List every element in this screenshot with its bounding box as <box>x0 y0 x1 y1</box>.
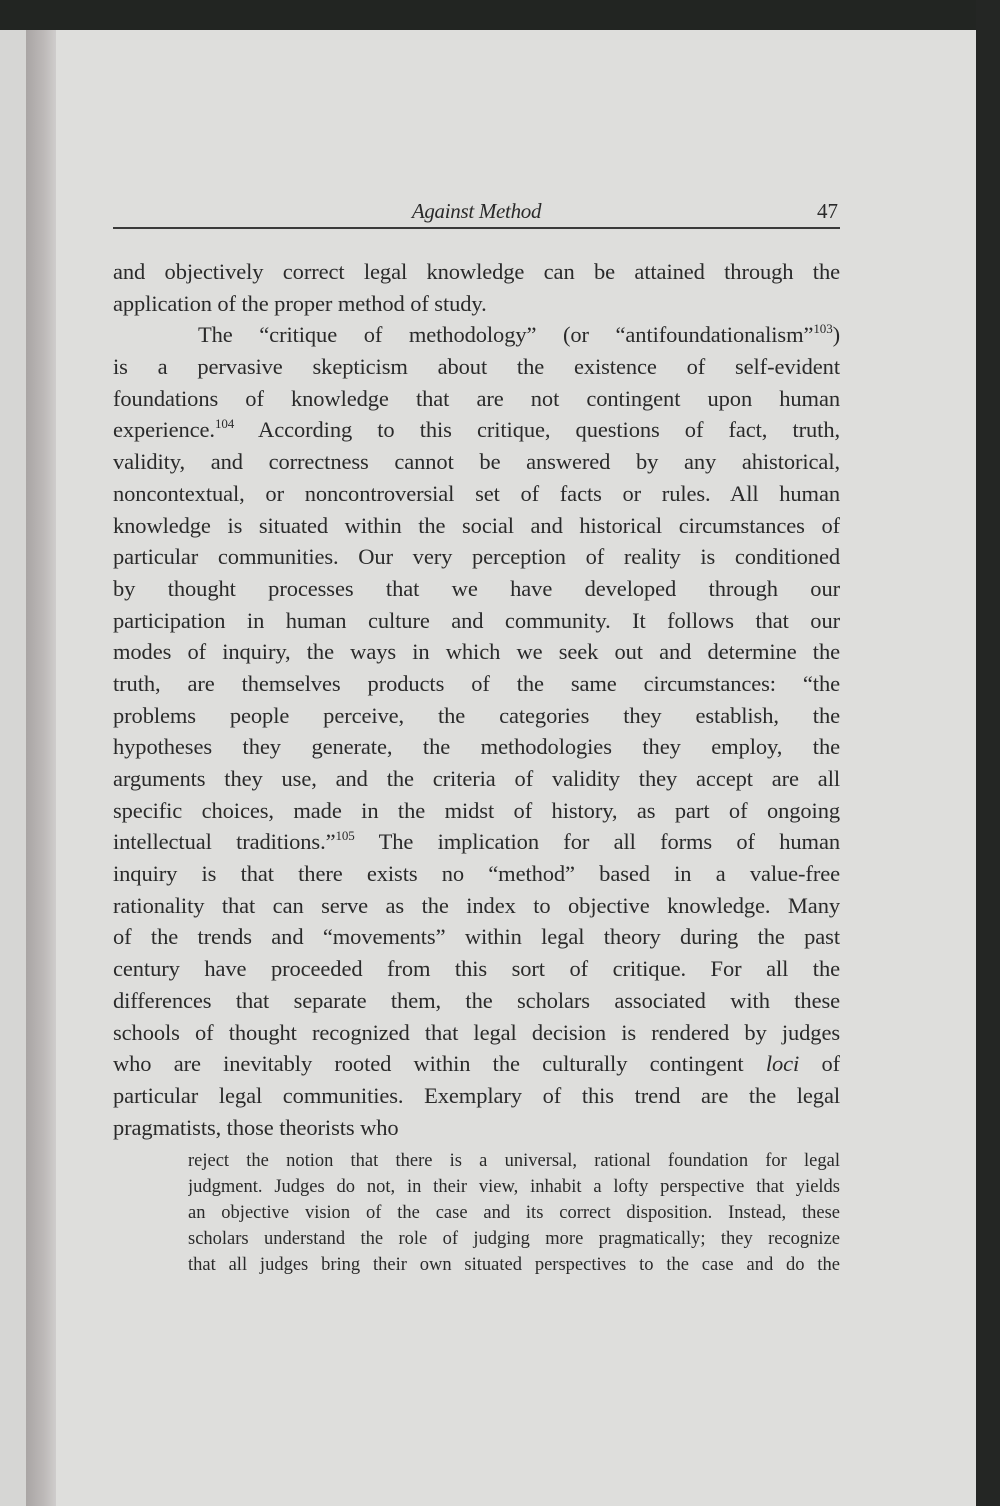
quote-line: an objective vision of the case and its correct disposition. Instead, these <box>188 1203 840 1223</box>
text-run: foundations of knowledge that are not contingent upon human <box>113 385 840 411</box>
text-line <box>113 668 840 700</box>
text-line <box>113 636 840 668</box>
text-line <box>113 953 840 985</box>
text-line <box>113 605 840 637</box>
text-run: The implication for all forms of human <box>354 829 840 855</box>
footnote-reference: 104 <box>214 416 235 432</box>
text-run: pragmatists, those theorists who <box>113 1114 399 1140</box>
text-line <box>113 985 840 1017</box>
text-line <box>113 319 840 351</box>
text-line <box>113 541 840 573</box>
text-line <box>113 858 840 890</box>
text-line <box>113 826 840 858</box>
text-run: hypotheses they generate, the methodologies they employ, the <box>113 734 840 760</box>
scanner-background-right <box>976 0 1000 1506</box>
text-run: of the trends and “movements” within legal theory during the past <box>113 924 840 950</box>
text-run: problems people perceive, the categories they establish, the <box>113 702 840 728</box>
text-run: modes of inquiry, the ways in which we seek out and determine the <box>113 639 840 665</box>
text-run: truth, are themselves products of the same circumstances: “the <box>113 670 840 696</box>
text-run: noncontextual, or noncontroversial set of facts or rules. All human <box>113 480 840 506</box>
text-run: particular legal communities. Exemplary of this trend are the legal <box>113 1082 840 1108</box>
text-run: century have proceeded from this sort of critique. For all the <box>113 956 840 982</box>
text-run: rationality that can serve as the index to objective knowledge. Many <box>113 892 840 918</box>
quote-line: reject the notion that there is a universal, rational foundation for legal <box>188 1151 840 1171</box>
text-line <box>113 1017 840 1049</box>
text-line <box>113 1112 840 1144</box>
text-run: knowledge is situated within the social and historical circumstances of <box>113 512 840 538</box>
text-run: According to this critique, questions of fact, truth, <box>234 417 840 443</box>
text-line <box>113 446 840 478</box>
running-header <box>113 197 840 229</box>
quote-line: scholars understand the role of judging more pragmatically; they recognize <box>188 1229 840 1249</box>
facing-page-edge <box>0 30 26 1506</box>
text-run: differences that separate them, the scholars associated with these <box>113 987 840 1013</box>
text-run: is a pervasive skepticism about the existence of self-evident <box>113 354 840 380</box>
text-line <box>113 890 840 922</box>
text-line <box>113 1080 840 1112</box>
text-line <box>113 763 840 795</box>
text-run: inquiry is that there exists no “method” based in a value-free <box>113 861 840 887</box>
text-run: of <box>799 1051 840 1077</box>
quote-line: judgment. Judges do not, in their view, inhabit a lofty perspective that yields <box>188 1177 840 1197</box>
text-line <box>113 700 840 732</box>
page-number: 47 <box>817 199 838 223</box>
footnote-reference: 103 <box>813 321 833 337</box>
text-run: and objectively correct legal knowledge can be attained through the <box>113 259 840 284</box>
running-title: Against Method <box>411 199 542 223</box>
text-run: The “critique of methodology” (or “antifoundationalism” <box>198 322 814 348</box>
block-quote <box>188 1148 840 1278</box>
footnote-reference: 105 <box>335 828 355 844</box>
text-run: particular communities. Our very perception of reality is conditioned <box>113 544 840 570</box>
text-line <box>113 351 840 383</box>
text-line <box>113 921 840 953</box>
text-line <box>113 795 840 827</box>
text-line <box>113 510 840 542</box>
text-line <box>113 731 840 763</box>
text-run: validity, and correctness cannot be answered by any ahistorical, <box>113 449 840 475</box>
quote-line: that all judges bring their own situated perspectives to the case and do the <box>188 1255 840 1275</box>
text-run: intellectual traditions.” <box>113 829 336 855</box>
text-run: experience. <box>113 417 215 443</box>
text-line <box>113 478 840 510</box>
body-text <box>113 256 840 1143</box>
text-run: application of the proper method of study. <box>113 290 487 316</box>
text-run: specific choices, made in the midst of history, as part of ongoing <box>113 797 840 823</box>
text-line <box>113 288 840 320</box>
italic-term: loci <box>765 1051 800 1077</box>
book-gutter <box>26 30 56 1506</box>
text-run: schools of thought recognized that legal decision is rendered by judges <box>113 1019 840 1045</box>
text-line <box>113 256 840 288</box>
text-run: who are inevitably rooted within the culturally contingent <box>113 1051 766 1077</box>
text-line <box>113 383 840 415</box>
scanner-background-top <box>0 0 1000 30</box>
text-line <box>113 414 840 446</box>
text-run: arguments they use, and the criteria of validity they accept are all <box>113 766 840 791</box>
text-run: participation in human culture and community. It follows that our <box>113 607 840 633</box>
text-line <box>113 1048 840 1080</box>
text-run: by thought processes that we have developed through our <box>113 575 840 601</box>
text-line <box>113 573 840 605</box>
text-run: ) <box>832 322 840 348</box>
